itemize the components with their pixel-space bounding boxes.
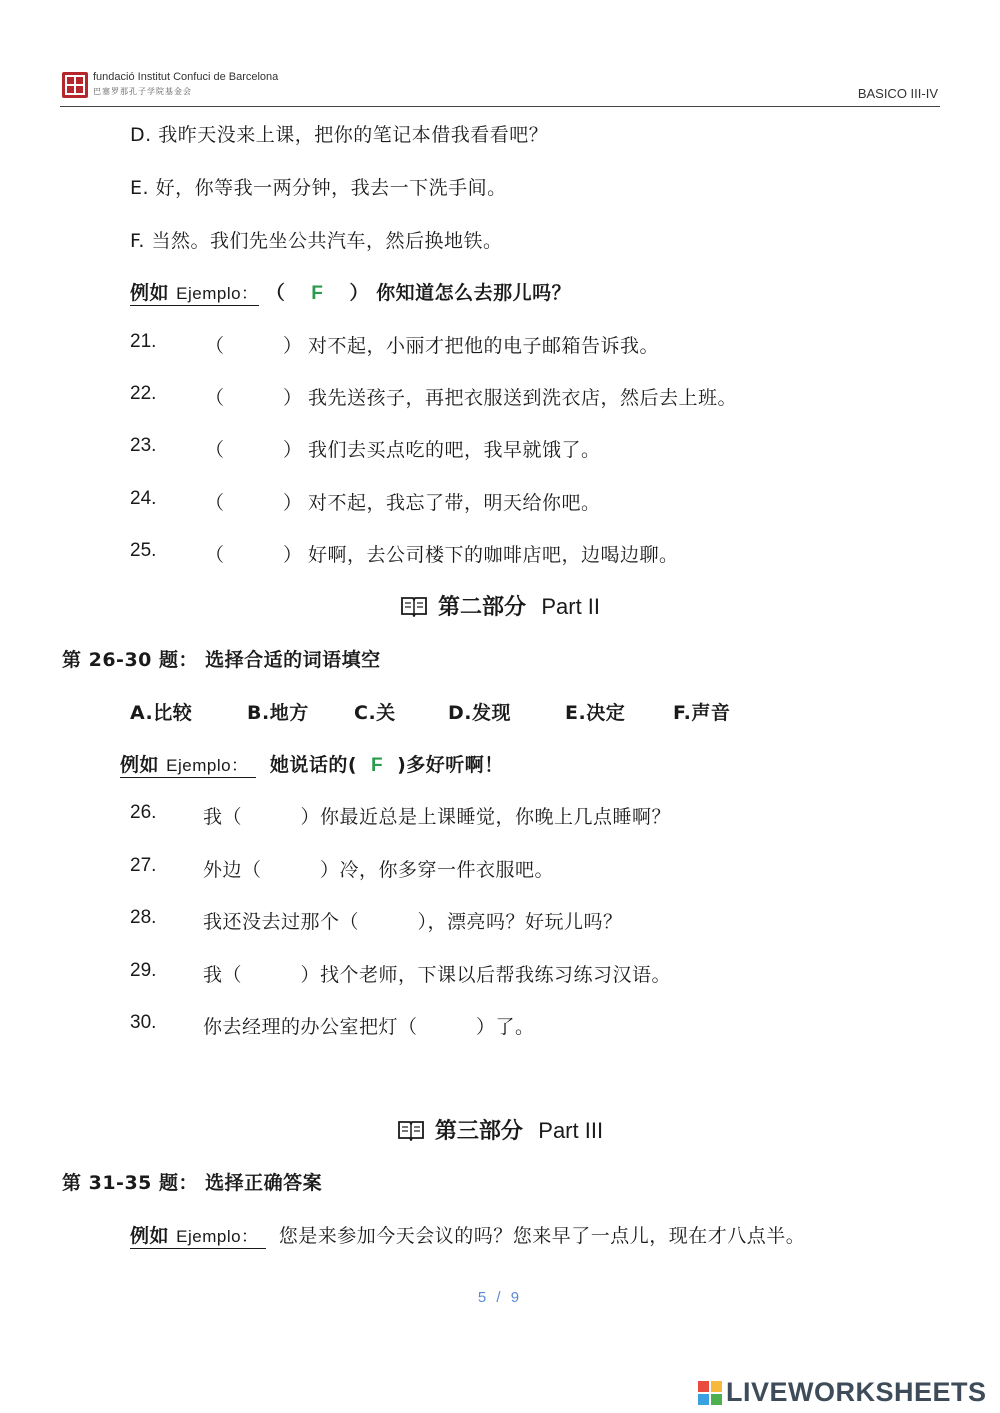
question-text: 对不起，我忘了带，明天给你吧。 (308, 492, 601, 514)
word-option: E.决定 (565, 702, 626, 724)
part2-title: 第二部分 Part II (0, 590, 1000, 623)
answer-blank[interactable]: （ ） (205, 544, 303, 566)
institute-name: fundació Institut Confuci de Barcelona (93, 71, 279, 83)
word-option: A.比较 (130, 702, 193, 724)
option-f: F. 当然。我们先坐公共汽车，然后换地铁。 (130, 230, 503, 252)
word-option: D.发现 (448, 702, 511, 724)
page-number: 5 / 9 (477, 1289, 523, 1306)
question-number: 21. (130, 331, 157, 352)
word-option: C.关 (354, 702, 396, 724)
question-number: 26. (130, 802, 157, 823)
answer-blank[interactable]: （ ） (205, 439, 303, 461)
answer-blank[interactable]: （ ） (205, 335, 303, 357)
course-level: BASICO III-IV (857, 86, 938, 101)
header-divider (60, 106, 940, 107)
liveworksheets-brand[interactable]: LIVEWORKSHEETS (697, 1377, 987, 1407)
answer-blank[interactable]: （ ） (205, 387, 303, 409)
word-option: B.地方 (247, 702, 309, 724)
question-text: 外边（ ）冷，你多穿一件衣服吧。 (203, 859, 555, 881)
part3-instruction: 第 31-35 题： 选择正确答案 (62, 1172, 323, 1194)
question-text: 我还没去过那个（ ），漂亮吗？好玩儿吗？ (203, 911, 623, 933)
example-label: 例如 Ejemplo： (130, 282, 259, 304)
example-answer: F (371, 755, 384, 776)
part3-example: 例如 Ejemplo： 您是来参加今天会议的吗？您来早了一点儿，现在才八点半。 (130, 1225, 806, 1247)
liveworksheets-logo-icon (697, 1380, 723, 1406)
question-number: 24. (130, 488, 157, 509)
example-answer: F (311, 283, 324, 304)
question-text: 你去经理的办公室把灯（ ）了。 (203, 1016, 535, 1038)
question-text: 对不起，小丽才把他的电子邮箱告诉我。 (308, 335, 660, 357)
example-label: 例如 Ejemplo： (130, 1225, 266, 1249)
part1-example: 例如 Ejemplo： （ F ） 你知道怎么去那儿吗？ (130, 282, 572, 304)
part2-example: 例如 Ejemplo： 她说话的( F )多好听啊！ (120, 754, 504, 776)
institute-name-chinese: 巴塞罗那孔子学院基金会 (93, 87, 192, 96)
question-text: 我先送孩子，再把衣服送到洗衣店，然后去上班。 (308, 387, 738, 409)
question-text: 我们去买点吃的吧，我早就饿了。 (308, 439, 601, 461)
question-number: 27. (130, 855, 157, 876)
part2-instruction: 第 26-30 题： 选择合适的词语填空 (62, 649, 381, 671)
book-icon (397, 1119, 425, 1147)
question-text: 我（ ）你最近总是上课睡觉，你晚上几点睡啊？ (203, 806, 672, 828)
institute-logo-icon (62, 72, 88, 98)
question-number: 30. (130, 1012, 157, 1033)
option-d: D. 我昨天没来上课，把你的笔记本借我看看吧？ (130, 124, 549, 146)
question-text: 好啊，去公司楼下的咖啡店吧，边喝边聊。 (308, 544, 679, 566)
answer-blank[interactable]: （ ） (205, 492, 303, 514)
part3-title: 第三部分 Part III (0, 1114, 1000, 1147)
word-option: F.声音 (673, 702, 731, 724)
question-number: 29. (130, 960, 157, 981)
option-e: E. 好，你等我一两分钟，我去一下洗手间。 (130, 177, 507, 199)
question-text: 我（ ）找个老师，下课以后帮我练习练习汉语。 (203, 964, 672, 986)
question-number: 25. (130, 540, 157, 561)
question-number: 28. (130, 907, 157, 928)
question-number: 22. (130, 383, 157, 404)
book-icon (400, 595, 428, 623)
example-label: 例如 Ejemplo： (120, 754, 256, 778)
question-number: 23. (130, 435, 157, 456)
